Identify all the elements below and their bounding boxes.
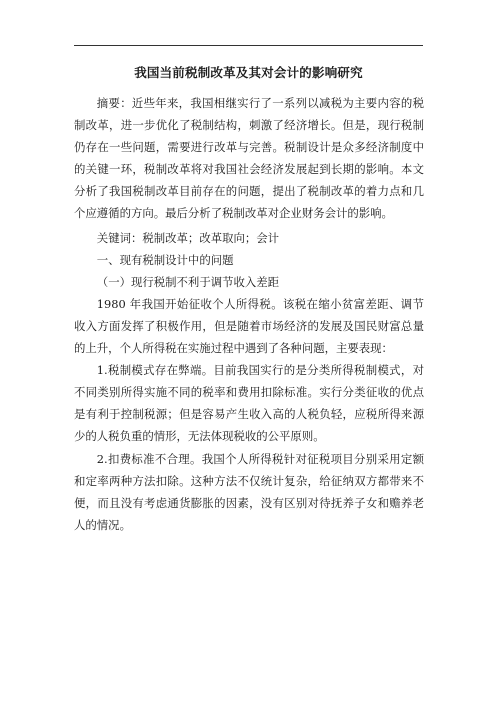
document-body bbox=[74, 92, 424, 536]
body-paragraph: 1980 年我国开始征收个人所得税。该税在缩小贫富差距、调节收入方面发挥了积极作用，但是随着市场经济的发展及国民财富总量的上升，个人所得税在实施过程中遇到了各种问题，主要表现： bbox=[74, 296, 424, 356]
header-rule bbox=[74, 45, 423, 46]
document-title: 我国当前税制改革及其对会计的影响研究 bbox=[134, 65, 363, 80]
keywords-line: 关键词：税制改革；改革取向；会计 bbox=[96, 230, 280, 245]
body-paragraph: 1.税制模式存在弊端。目前我国实行的是分类所得税制模式，对不同类别所得实施不同的税率和费用扣除标准。实行分类征收的优点是有利于控制税源；但是容易产生收入高的人税负轻，应税所得来源少的人税负重的情形，无法体现税收的公平原则。 bbox=[74, 363, 424, 444]
subsection-heading: （一）现行税制不利于调节收入差距 bbox=[96, 274, 280, 289]
abstract-paragraph: 摘要：近些年来，我国相继实行了一系列以减税为主要内容的税制改革，进一步优化了税制结构，刺激了经济增长。但是，现行税制仍存在一些问题，需要进行改革与完善。税制设计是众多经济制度中的关键一环，税制改革将对我国社会经济发展起到长期的影响。本文分析了我国税制改革目前存在的问题，提出了税制改革的着力点和几个应遵循的方向。最后分析了税制改革对企业财务会计的影响。 bbox=[74, 96, 424, 221]
body-paragraph: 2.扣费标准不合理。我国个人所得税针对征税项目分别采用定额和定率两种方法扣除。这种方法不仅统计复杂，给征纳双方都带来不便，而且没有考虑通货膨胀的因素，没有区别对待抚养子女和赡养老人的情况。 bbox=[74, 451, 424, 532]
section-heading: 一、现有税制设计中的问题 bbox=[96, 252, 234, 267]
